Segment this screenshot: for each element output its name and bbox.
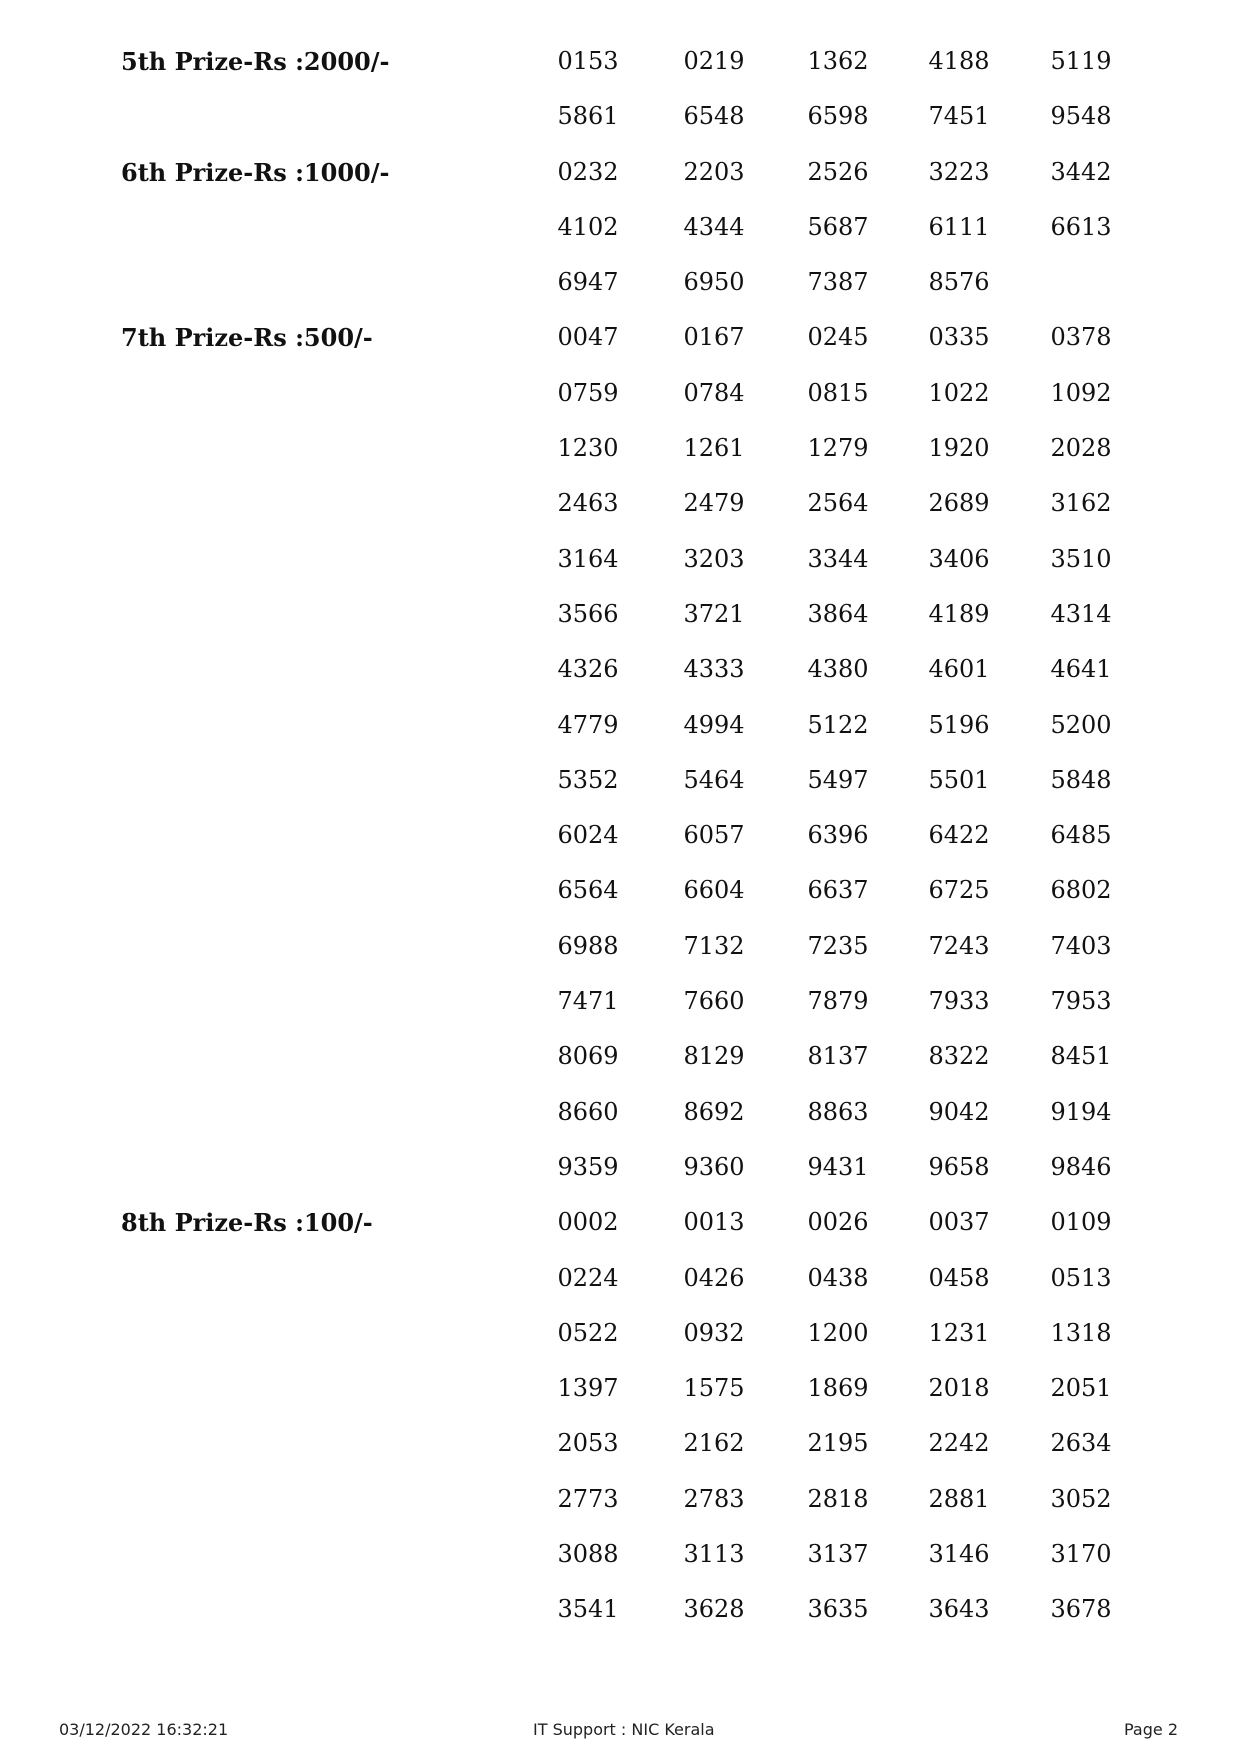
prize-row xyxy=(0,1417,1241,1472)
winning-number: 6024 xyxy=(557,821,619,850)
winning-number: 4333 xyxy=(683,655,745,684)
winning-number: 2028 xyxy=(1050,434,1112,463)
winning-number: 6988 xyxy=(557,931,619,960)
footer-timestamp: 03/12/2022 16:32:21 xyxy=(59,1720,229,1739)
winning-number: 2203 xyxy=(683,157,745,186)
winning-number: 3510 xyxy=(1050,544,1112,573)
prize-row xyxy=(0,920,1241,975)
winning-number: 7933 xyxy=(928,987,990,1016)
winning-number: 1575 xyxy=(683,1374,745,1403)
winning-number: 0219 xyxy=(683,47,745,75)
winning-number: 3088 xyxy=(557,1540,619,1569)
winning-number: 7471 xyxy=(557,987,619,1016)
prize-category-label: 5th Prize-Rs :2000/- xyxy=(121,47,390,76)
winning-number: 5497 xyxy=(807,765,869,794)
prize-row xyxy=(0,1141,1241,1196)
winning-number: 2783 xyxy=(683,1484,745,1513)
winning-number: 2818 xyxy=(807,1484,869,1513)
prize-row xyxy=(0,422,1241,477)
winning-number: 3721 xyxy=(683,599,745,628)
winning-number: 1318 xyxy=(1050,1318,1112,1347)
winning-number: 9431 xyxy=(807,1152,869,1181)
winning-number: 0458 xyxy=(928,1263,990,1292)
winning-number: 2773 xyxy=(557,1484,619,1513)
winning-number: 6613 xyxy=(1050,212,1112,241)
winning-number: 8692 xyxy=(683,1097,745,1126)
prize-row xyxy=(0,699,1241,754)
winning-number: 4994 xyxy=(683,710,745,739)
winning-number: 2463 xyxy=(557,489,619,518)
winning-number: 6548 xyxy=(683,102,745,131)
winning-number: 2564 xyxy=(807,489,869,518)
winning-number: 3203 xyxy=(683,544,745,573)
prize-category-label: 6th Prize-Rs :1000/- xyxy=(121,157,390,187)
winning-number: 4380 xyxy=(807,655,869,684)
prize-row xyxy=(0,1473,1241,1528)
prize-row xyxy=(0,809,1241,864)
winning-number: 0224 xyxy=(557,1263,619,1292)
winning-number: 9359 xyxy=(557,1152,619,1181)
winning-number: 2053 xyxy=(557,1429,619,1458)
prize-row xyxy=(0,256,1241,311)
winning-number: 1920 xyxy=(928,434,990,463)
winning-number: 7235 xyxy=(807,931,869,960)
prize-row xyxy=(0,533,1241,588)
winning-number: 7387 xyxy=(807,268,869,297)
winning-number: 8069 xyxy=(557,1042,619,1071)
winning-number: 0167 xyxy=(683,323,745,352)
winning-number: 9846 xyxy=(1050,1152,1112,1181)
winning-number: 3052 xyxy=(1050,1484,1112,1513)
winning-number: 8863 xyxy=(807,1097,869,1126)
winning-number: 4601 xyxy=(928,655,990,684)
winning-number: 7403 xyxy=(1050,931,1112,960)
winning-number: 7953 xyxy=(1050,987,1112,1016)
prize-row xyxy=(0,201,1241,256)
winning-number: 2881 xyxy=(928,1484,990,1513)
winning-number: 4779 xyxy=(557,710,619,739)
winning-number: 6637 xyxy=(807,876,869,905)
winning-number: 0153 xyxy=(557,47,619,75)
winning-number: 0047 xyxy=(557,323,619,352)
prize-row xyxy=(0,477,1241,532)
winning-number: 4344 xyxy=(683,212,745,241)
winning-number: 3442 xyxy=(1050,157,1112,186)
winning-number: 5848 xyxy=(1050,765,1112,794)
prize-row xyxy=(0,864,1241,919)
winning-number: 5861 xyxy=(557,102,619,131)
winning-number: 3146 xyxy=(928,1540,990,1569)
winning-number: 0026 xyxy=(807,1208,869,1237)
winning-number: 5687 xyxy=(807,212,869,241)
winning-number: 9194 xyxy=(1050,1097,1112,1126)
winning-number: 3566 xyxy=(557,599,619,628)
winning-number: 0109 xyxy=(1050,1208,1112,1237)
winning-number: 6947 xyxy=(557,268,619,297)
winning-number: 0522 xyxy=(557,1318,619,1347)
winning-number: 6396 xyxy=(807,821,869,850)
winning-number: 3113 xyxy=(683,1540,745,1569)
winning-number: 3344 xyxy=(807,544,869,573)
winning-number: 4326 xyxy=(557,655,619,684)
prize-row xyxy=(0,311,1241,366)
winning-number: 0013 xyxy=(683,1208,745,1237)
winning-number: 9548 xyxy=(1050,102,1112,131)
prize-row xyxy=(0,754,1241,809)
winning-number: 7660 xyxy=(683,987,745,1016)
winning-number: 0245 xyxy=(807,323,869,352)
winning-number: 4188 xyxy=(928,47,990,75)
prize-row xyxy=(0,35,1241,90)
winning-number: 6725 xyxy=(928,876,990,905)
winning-number: 6564 xyxy=(557,876,619,905)
winning-number: 6950 xyxy=(683,268,745,297)
winning-number: 6057 xyxy=(683,821,745,850)
winning-number: 4641 xyxy=(1050,655,1112,684)
winning-number: 6111 xyxy=(928,212,990,241)
winning-number: 7879 xyxy=(807,987,869,1016)
winning-number: 3170 xyxy=(1050,1540,1112,1569)
winning-number: 1397 xyxy=(557,1374,619,1403)
winning-number: 1200 xyxy=(807,1318,869,1347)
prize-row xyxy=(0,146,1241,201)
footer-support: IT Support : NIC Kerala xyxy=(533,1720,715,1739)
prize-results-list xyxy=(0,35,1241,1639)
winning-number: 0232 xyxy=(557,157,619,186)
winning-number: 6422 xyxy=(928,821,990,850)
prize-category-label: 8th Prize-Rs :100/- xyxy=(121,1208,373,1238)
prize-row xyxy=(0,975,1241,1030)
winning-number: 9042 xyxy=(928,1097,990,1126)
winning-number: 8137 xyxy=(807,1042,869,1071)
winning-number: 1231 xyxy=(928,1318,990,1347)
winning-number: 2634 xyxy=(1050,1429,1112,1458)
winning-number: 9658 xyxy=(928,1152,990,1181)
winning-number: 7451 xyxy=(928,102,990,131)
winning-number: 5501 xyxy=(928,765,990,794)
prize-row xyxy=(0,588,1241,643)
winning-number: 2162 xyxy=(683,1429,745,1458)
winning-number: 6604 xyxy=(683,876,745,905)
prize-row xyxy=(0,1583,1241,1638)
winning-number: 7132 xyxy=(683,931,745,960)
winning-number: 6802 xyxy=(1050,876,1112,905)
winning-number: 1092 xyxy=(1050,378,1112,407)
winning-number: 6485 xyxy=(1050,821,1112,850)
winning-number: 0815 xyxy=(807,378,869,407)
winning-number: 6598 xyxy=(807,102,869,131)
winning-number: 0426 xyxy=(683,1263,745,1292)
footer-page-number: Page 2 xyxy=(1124,1720,1178,1739)
winning-number: 0784 xyxy=(683,378,745,407)
winning-number: 0002 xyxy=(557,1208,619,1237)
winning-number: 9360 xyxy=(683,1152,745,1181)
prize-row xyxy=(0,643,1241,698)
winning-number: 0759 xyxy=(557,378,619,407)
winning-number: 1869 xyxy=(807,1374,869,1403)
winning-number: 0438 xyxy=(807,1263,869,1292)
prize-row xyxy=(0,1086,1241,1141)
prize-row xyxy=(0,1307,1241,1362)
winning-number: 3635 xyxy=(807,1595,869,1624)
prize-category-label: 7th Prize-Rs :500/- xyxy=(121,323,373,353)
winning-number: 3541 xyxy=(557,1595,619,1624)
prize-row xyxy=(0,1252,1241,1307)
winning-number: 5122 xyxy=(807,710,869,739)
winning-number: 0037 xyxy=(928,1208,990,1237)
winning-number: 0932 xyxy=(683,1318,745,1347)
winning-number: 0378 xyxy=(1050,323,1112,352)
winning-number: 4314 xyxy=(1050,599,1112,628)
winning-number: 3223 xyxy=(928,157,990,186)
winning-number: 5352 xyxy=(557,765,619,794)
prize-row xyxy=(0,90,1241,145)
winning-number: 1279 xyxy=(807,434,869,463)
prize-row xyxy=(0,1528,1241,1583)
prize-row xyxy=(0,367,1241,422)
winning-number: 3137 xyxy=(807,1540,869,1569)
winning-number: 2018 xyxy=(928,1374,990,1403)
winning-number: 3628 xyxy=(683,1595,745,1624)
prize-row xyxy=(0,1030,1241,1085)
winning-number: 8322 xyxy=(928,1042,990,1071)
winning-number: 1022 xyxy=(928,378,990,407)
prize-row xyxy=(0,1362,1241,1417)
winning-number: 5119 xyxy=(1050,47,1112,75)
winning-number: 2689 xyxy=(928,489,990,518)
prize-row xyxy=(0,1196,1241,1251)
winning-number: 2479 xyxy=(683,489,745,518)
page-footer xyxy=(0,1720,1241,1742)
winning-number: 5196 xyxy=(928,710,990,739)
winning-number: 8660 xyxy=(557,1097,619,1126)
winning-number: 3643 xyxy=(928,1595,990,1624)
winning-number: 8451 xyxy=(1050,1042,1112,1071)
winning-number: 5200 xyxy=(1050,710,1112,739)
winning-number: 0513 xyxy=(1050,1263,1112,1292)
winning-number: 4102 xyxy=(557,212,619,241)
winning-number: 3864 xyxy=(807,599,869,628)
winning-number: 3164 xyxy=(557,544,619,573)
winning-number: 3678 xyxy=(1050,1595,1112,1624)
winning-number: 5464 xyxy=(683,765,745,794)
winning-number: 2051 xyxy=(1050,1374,1112,1403)
winning-number: 2242 xyxy=(928,1429,990,1458)
winning-number: 8576 xyxy=(928,268,990,297)
winning-number: 1230 xyxy=(557,434,619,463)
winning-number: 1362 xyxy=(807,47,869,75)
winning-number: 3162 xyxy=(1050,489,1112,518)
winning-number: 0335 xyxy=(928,323,990,352)
winning-number: 2526 xyxy=(807,157,869,186)
winning-number: 8129 xyxy=(683,1042,745,1071)
winning-number: 7243 xyxy=(928,931,990,960)
winning-number: 2195 xyxy=(807,1429,869,1458)
winning-number: 1261 xyxy=(683,434,745,463)
winning-number: 3406 xyxy=(928,544,990,573)
winning-number: 4189 xyxy=(928,599,990,628)
